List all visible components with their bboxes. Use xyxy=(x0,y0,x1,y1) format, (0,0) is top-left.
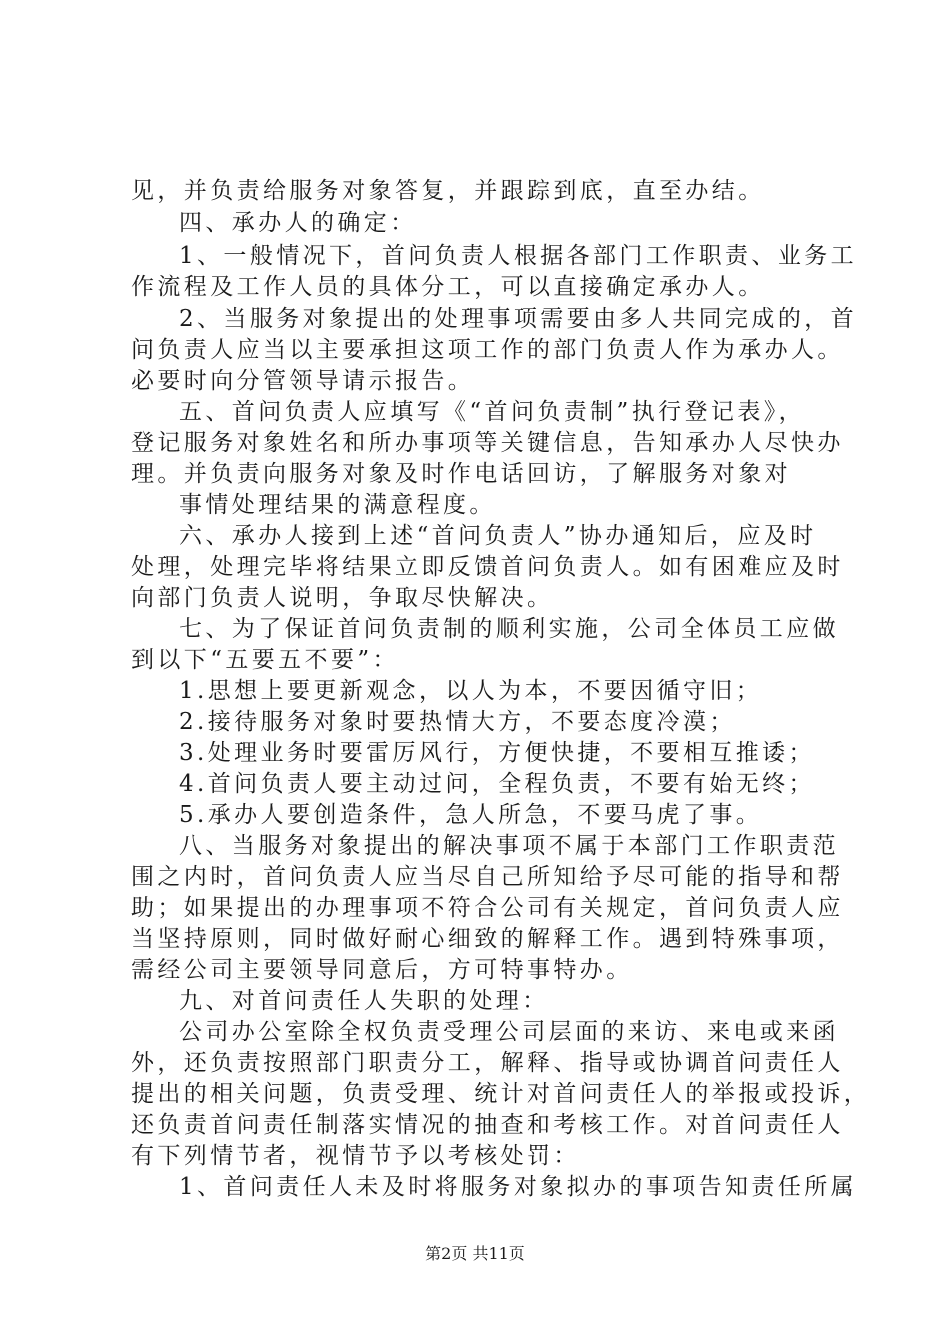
text-line: 见，并负责给服务对象答复，并跟踪到底，直至办结。 xyxy=(131,178,765,204)
text-line: 助；如果提出的办理事项不符合公司有关规定，首问负责人应 xyxy=(131,895,844,921)
text-line: 1、首问责任人未及时将服务对象拟办的事项告知责任所属 xyxy=(179,1174,858,1200)
text-line: 九、对首问责任人失职的处理： xyxy=(179,988,549,1014)
text-line: 3.处理业务时要雷厉风行，方便快捷，不要相互推诿； xyxy=(179,740,815,766)
text-line: 理。并负责向服务对象及时作电话回访，了解服务对象对 xyxy=(131,461,791,487)
text-line: 外，还负责按照部门职责分工，解释、指导或协调首问责任人 xyxy=(131,1050,844,1076)
text-line: 4.首问负责人要主动过问，全程负责，不要有始无终； xyxy=(179,771,815,797)
text-line: 八、当服务对象提出的解决事项不属于本部门工作职责范 xyxy=(179,833,839,859)
text-line: 围之内时，首问负责人应当尽自己所知给予尽可能的指导和帮 xyxy=(131,864,844,890)
text-line: 提出的相关问题，负责受理、统计对首问责任人的举报或投诉， xyxy=(131,1081,871,1107)
text-line: 需经公司主要领导同意后，方可特事特办。 xyxy=(131,957,633,983)
text-line: 处理，处理完毕将结果立即反馈首问负责人。如有困难应及时 xyxy=(131,554,844,580)
text-line: 2、当服务对象提出的处理事项需要由多人共同完成的，首 xyxy=(179,306,858,332)
text-line: 5.承办人要创造条件，急人所急，不要马虎了事。 xyxy=(179,802,763,828)
text-line: 登记服务对象姓名和所办事项等关键信息，告知承办人尽快办 xyxy=(131,430,844,456)
text-line: 有下列情节者，视情节予以考核处罚： xyxy=(131,1143,580,1169)
text-line: 2.接待服务对象时要热情大方，不要态度冷漠； xyxy=(179,709,736,735)
text-line: 公司办公室除全权负责受理公司层面的来访、来电或来函 xyxy=(179,1019,839,1045)
text-line: 当坚持原则，同时做好耐心细致的解释工作。遇到特殊事项， xyxy=(131,926,844,952)
text-line: 事情处理结果的满意程度。 xyxy=(179,492,496,518)
text-line: 1.思想上要更新观念，以人为本，不要因循守旧； xyxy=(179,678,763,704)
text-line: 到以下“五要五不要”： xyxy=(131,647,399,673)
text-line: 1、一般情况下，首问负责人根据各部门工作职责、业务工 xyxy=(179,243,858,269)
text-line: 问负责人应当以主要承担这项工作的部门负责人作为承办人。 xyxy=(131,337,844,363)
text-line: 六、承办人接到上述“首问负责人”协办通知后，应及时 xyxy=(179,523,817,549)
text-line: 作流程及工作人员的具体分工，可以直接确定承办人。 xyxy=(131,274,765,300)
text-line: 必要时向分管领导请示报告。 xyxy=(131,368,475,394)
text-line: 向部门负责人说明，争取尽快解决。 xyxy=(131,585,554,611)
text-line: 四、承办人的确定： xyxy=(179,210,417,236)
text-line: 还负责首问责任制落实情况的抽查和考核工作。对首问责任人 xyxy=(131,1112,844,1138)
page-number-footer: 第2页 共11页 xyxy=(425,1244,525,1263)
text-line: 七、为了保证首问负责制的顺利实施，公司全体员工应做 xyxy=(179,616,839,642)
text-line: 五、首问负责人应填写《“首问负责制”执行登记表》， xyxy=(179,399,806,425)
